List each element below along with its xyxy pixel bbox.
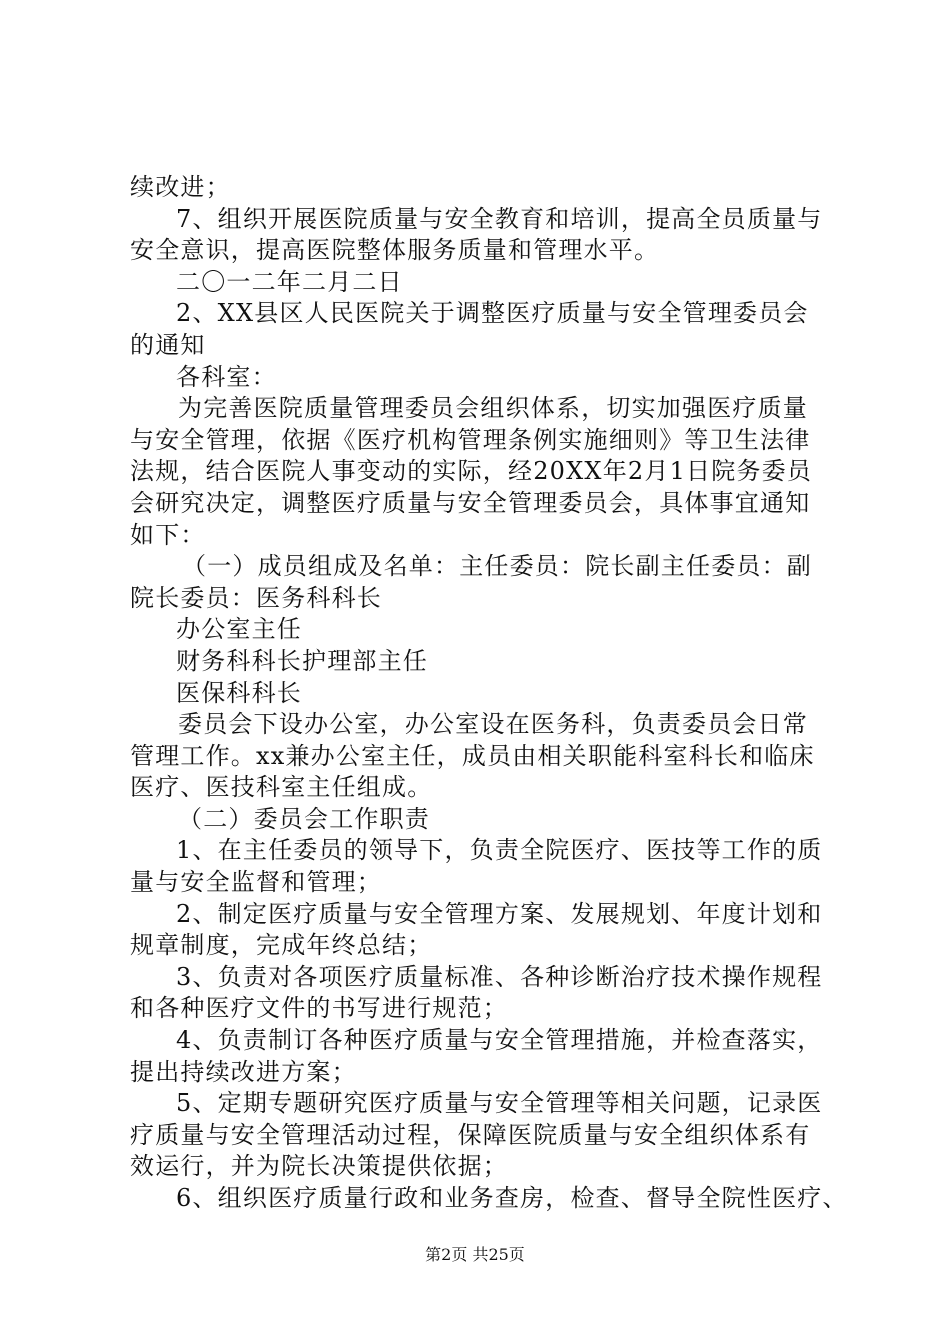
text-line: 二〇一二年二月二日 bbox=[176, 267, 403, 296]
text-line: 委员会下设办公室，办公室设在医务科，负责委员会日常 bbox=[178, 710, 808, 739]
text-line: 量与安全监督和管理； bbox=[130, 868, 382, 897]
text-line: 6、组织医疗质量行政和业务查房，检查、督导全院性医疗、 bbox=[176, 1184, 848, 1212]
text-line: （二）委员会工作职责 bbox=[178, 804, 430, 833]
document-body bbox=[130, 172, 850, 1215]
text-line: 4、负责制订各种医疗质量与安全管理措施，并检查落实， bbox=[176, 1026, 823, 1055]
text-line: 3、负责对各项医疗质量标准、各种诊断治疗技术操作规程 bbox=[176, 962, 823, 991]
text-line: 续改进； bbox=[130, 173, 231, 201]
text-line: 7、组织开展医院质量与安全教育和培训，提高全员质量与 bbox=[176, 204, 823, 233]
text-line: 和各种医疗文件的书写进行规范； bbox=[130, 994, 508, 1023]
page-footer bbox=[0, 1243, 950, 1267]
text-line: 为完善医院质量管理委员会组织体系，切实加强医疗质量 bbox=[178, 394, 808, 423]
text-line: 医保科科长 bbox=[176, 678, 302, 707]
text-line: 5、定期专题研究医疗质量与安全管理等相关问题，记录医 bbox=[176, 1089, 823, 1118]
text-line: 会研究决定，调整医疗质量与安全管理委员会，具体事宜通知 bbox=[130, 488, 811, 517]
text-line: 与安全管理，依据《医疗机构管理条例实施细则》等卫生法律 bbox=[130, 425, 811, 454]
text-line: 法规，结合医院人事变动的实际，经20XX年2月1日院务委员 bbox=[130, 457, 813, 486]
text-line: 如下： bbox=[130, 520, 206, 549]
text-line: 各科室： bbox=[176, 362, 277, 391]
text-line: 疗质量与安全管理活动过程，保障医院质量与安全组织体系有 bbox=[130, 1120, 811, 1149]
text-line: 效运行，并为院长决策提供依据； bbox=[130, 1152, 508, 1181]
text-line: 医疗、医技科室主任组成。 bbox=[130, 773, 433, 802]
text-line: 规章制度，完成年终总结； bbox=[130, 931, 433, 960]
text-line: 管理工作。xx兼办公室主任，成员由相关职能科室科长和临床 bbox=[130, 741, 815, 770]
text-line: 院长委员：医务科科长 bbox=[130, 583, 382, 612]
text-line: 2、制定医疗质量与安全管理方案、发展规划、年度计划和 bbox=[176, 899, 823, 928]
text-line: 办公室主任 bbox=[176, 615, 302, 644]
text-line: 财务科科长护理部主任 bbox=[176, 646, 428, 675]
text-line: 1、在主任委员的领导下，负责全院医疗、医技等工作的质 bbox=[176, 836, 823, 865]
text-line: 安全意识，提高医院整体服务质量和管理水平。 bbox=[130, 236, 660, 265]
text-line: 2、XX县区人民医院关于调整医疗质量与安全管理委员会 bbox=[176, 299, 809, 328]
page-number-label: 第2页 共25页 bbox=[425, 1245, 525, 1264]
text-line: （一）成员组成及名单：主任委员：院长副主任委员：副 bbox=[182, 552, 812, 581]
text-line: 提出持续改进方案； bbox=[130, 1057, 357, 1086]
text-line: 的通知 bbox=[130, 330, 206, 359]
